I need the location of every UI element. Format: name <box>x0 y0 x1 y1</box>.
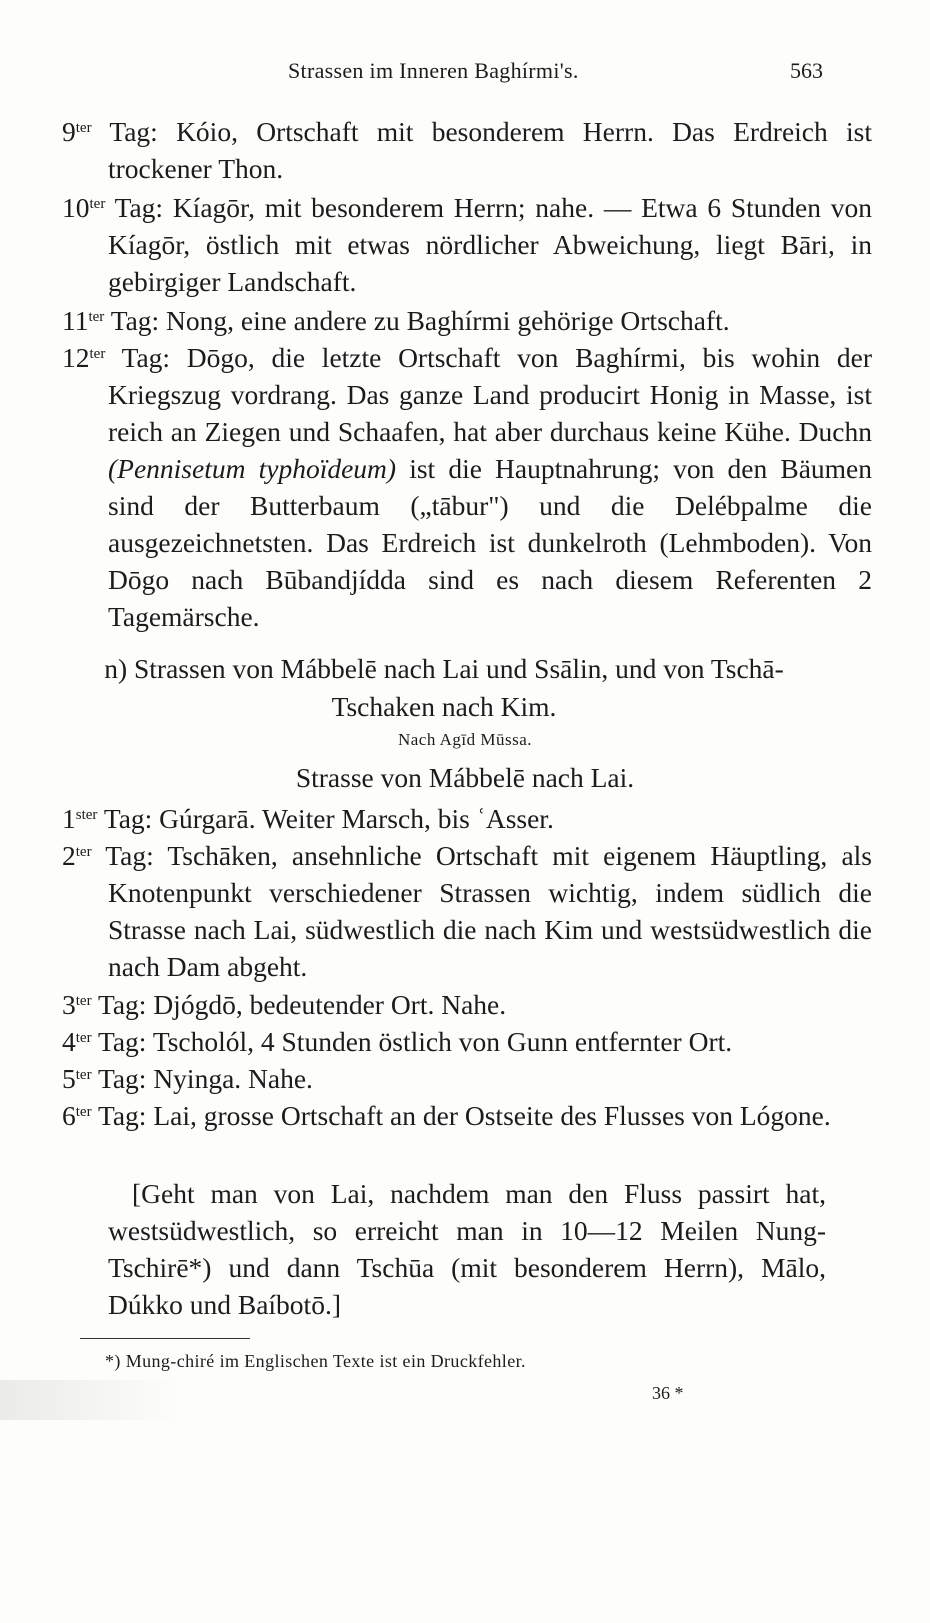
section-heading-line-2: Tschaken nach Kim. <box>331 691 557 722</box>
printer-signature: 36 * <box>652 1383 684 1403</box>
day-number: 11 <box>62 305 89 336</box>
footnote: *) Mung-chiré im Englischen Texte ist ein Druckfehler. <box>105 1351 526 1371</box>
entry-day-11 <box>62 302 872 339</box>
day-number: 5 <box>62 1063 76 1094</box>
section-heading-line-1: n) Strassen von Mábbelē nach Lai und Ssālin, und von Tschā- <box>104 653 784 684</box>
day-suffix: ter <box>75 1030 92 1046</box>
day-suffix: ter <box>75 844 92 860</box>
day-suffix: ter <box>75 1104 92 1120</box>
day-suffix: ter <box>75 993 92 1009</box>
bracket-note: [Geht man von Lai, nachdem man den Fluss passirt hat, westsüdwestlich, so erreicht man in 10—12 Meilen Nung-Tschirē*) und dann Tschūa (mit besonderem Herrn), Mālo, Dúkko und Baíbotō.] <box>108 1178 826 1320</box>
entry-day-5 <box>62 1060 872 1097</box>
entry-text: Tag: Nong, eine andere zu Baghírmi gehörige Ortschaft. <box>110 305 730 336</box>
running-head: Strassen im Inneren Baghírmi's. <box>288 58 579 83</box>
day-suffix: ster <box>75 807 98 823</box>
day-number: 12 <box>62 342 90 373</box>
entry-text: Tag: Nyinga. Nahe. <box>97 1063 313 1094</box>
section-source: Nach Agīd Mūssa. <box>397 730 533 749</box>
entry-day-1 <box>62 800 872 837</box>
latin-name: (Pennisetum typhoïdeum) <box>108 453 397 484</box>
entry-day-3 <box>62 986 872 1023</box>
page-header <box>0 58 930 94</box>
entry-day-9 <box>62 113 872 187</box>
day-number: 2 <box>62 840 76 871</box>
scan-smudge <box>0 1380 180 1420</box>
entry-text: Tag: Tscholól, 4 Stunden östlich von Gunn entfernter Ort. <box>97 1026 733 1057</box>
day-number: 3 <box>62 989 76 1020</box>
entry-day-2 <box>62 837 872 985</box>
entry-day-4 <box>62 1023 872 1060</box>
entry-text: Tag: Kóio, Ortschaft mit besonderem Herrn. Das Erdreich ist trockener Thon. <box>108 116 872 184</box>
page-number: 563 <box>790 58 823 83</box>
entry-text: Tag: Dōgo, die letzte Ortschaft von Baghírmi, bis wohin der Kriegszug vordrang. Das ganze Land producirt Honig in Masse, ist reich an Ziegen und Schaafen, hat aber durchaus keine Kühe. Duchn <box>108 342 872 447</box>
day-number: 9 <box>62 116 76 147</box>
day-suffix: ter <box>88 309 105 325</box>
day-number: 6 <box>62 1100 76 1131</box>
day-suffix: ter <box>89 346 106 362</box>
day-number: 4 <box>62 1026 76 1057</box>
entry-day-12 <box>62 339 872 635</box>
entry-text: Tag: Kíagōr, mit besonderem Herrn; nahe. — Etwa 6 Stunden von Kíagōr, östlich mit etwas nördlicher Abweichung, liegt Bāri, in gebirgiger Landschaft. <box>108 192 872 297</box>
footnote-rule <box>80 1338 250 1339</box>
entry-day-10 <box>62 189 872 300</box>
route-subtitle: Strasse von Mábbelē nach Lai. <box>295 762 635 793</box>
day-suffix: ter <box>75 1067 92 1083</box>
day-number: 1 <box>62 803 76 834</box>
section-heading <box>62 650 826 726</box>
entry-day-6 <box>62 1097 872 1134</box>
entry-text-continued: ist die Hauptnahrung; von den Bäumen sind der Butterbaum („tābur") und die Delébpalme die ausgezeichnetsten. Das Erdreich ist dunkelroth (Lehmboden). Von Dōgo nach Būbandjídda sind es nach diesem Referenten 2 Tagemärsche. <box>108 453 873 632</box>
day-number: 10 <box>62 192 90 223</box>
entry-text: Tag: Gúrgarā. Weiter Marsch, bis ʿAsser. <box>103 803 554 834</box>
entry-text: Tag: Lai, grosse Ortschaft an der Ostseite des Flusses von Lógone. <box>97 1100 831 1131</box>
entry-text: Tag: Djógdō, bedeutender Ort. Nahe. <box>97 989 507 1020</box>
day-suffix: ter <box>89 196 106 212</box>
entry-text: Tag: Tschāken, ansehnliche Ortschaft mit eigenem Häuptling, als Knotenpunkt verschiedener Strassen wichtig, indem südlich die Strasse nach Lai, südwestlich die nach Kim und westsüdwestlich die nach Dam abgeht. <box>105 840 872 982</box>
day-suffix: ter <box>75 120 92 136</box>
